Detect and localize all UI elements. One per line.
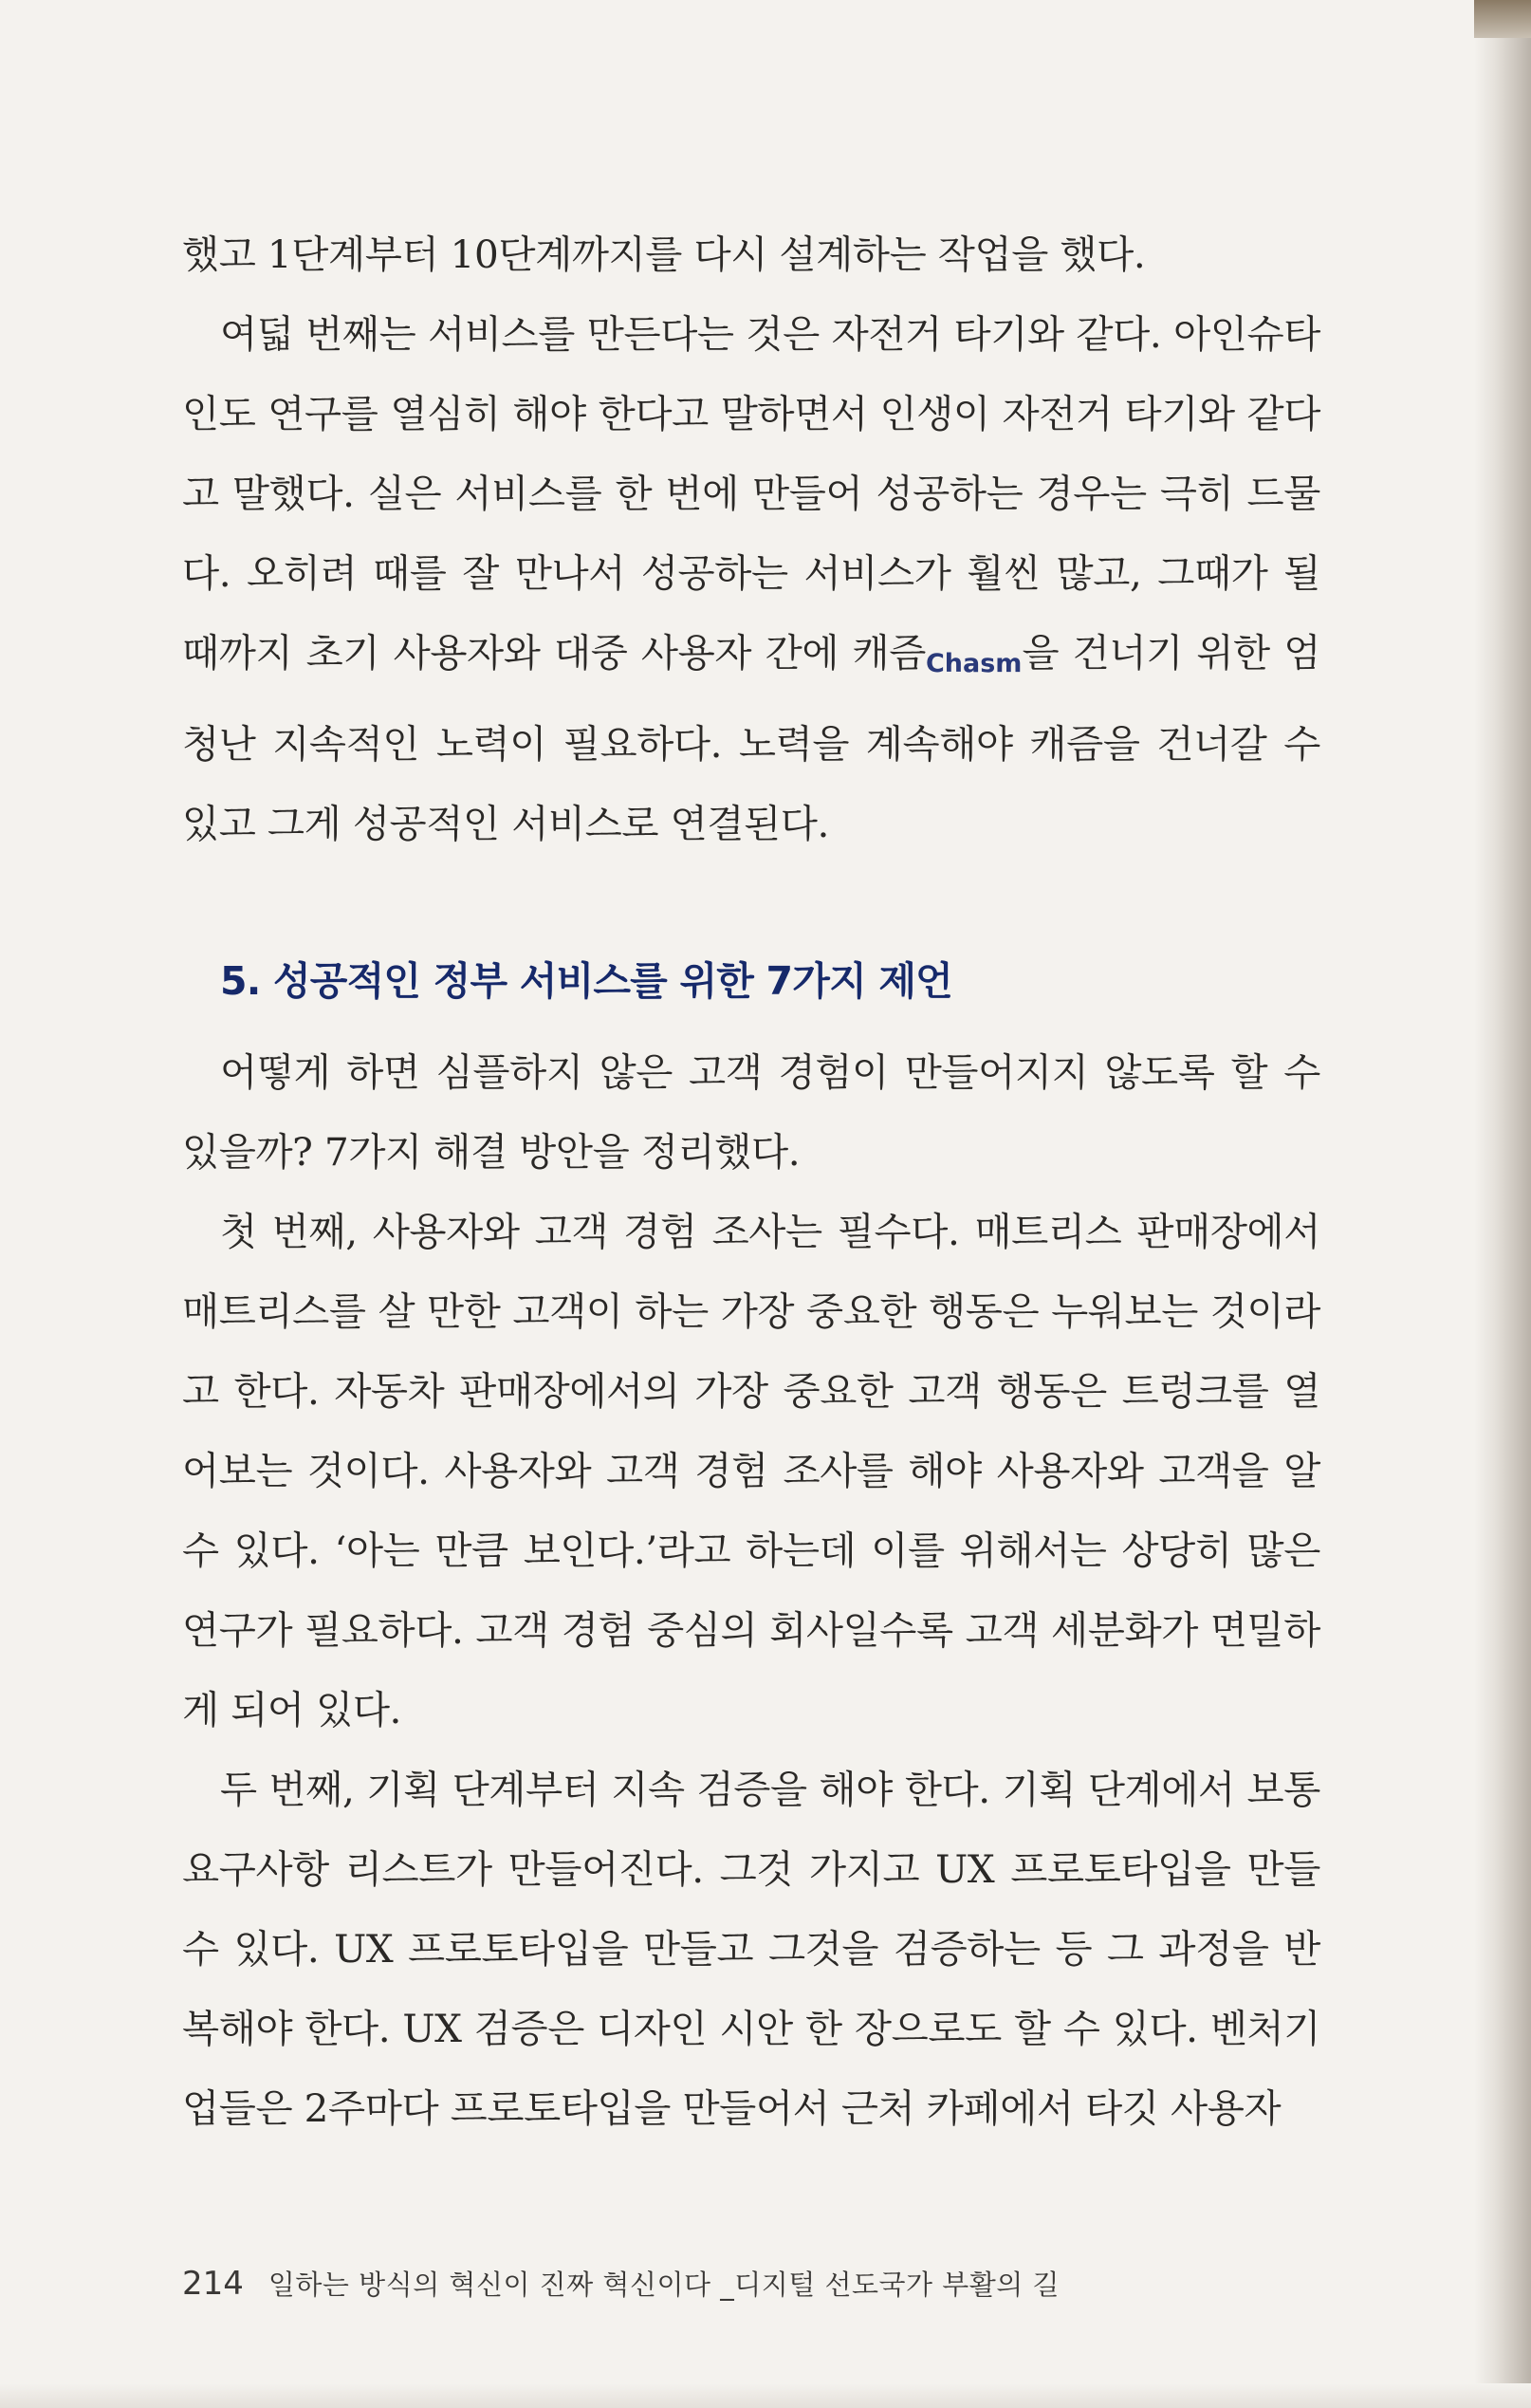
paragraph-continuation: 했고 1단계부터 10단계까지를 다시 설계하는 작업을 했다. [182,232,1146,277]
top-paragraphs [182,214,1320,863]
page-footer [182,2264,1060,2303]
paragraph-text-after-term: 을 건너기 위한 엄청난 지속적인 노력이 필요하다. 노력을 계속해야 캐즘을 건너갈 수 있고 그게 성공적인 서비스로 연결된다. [182,630,1320,846]
paragraph-eighth-point [182,294,1320,863]
paragraph-intro: 어떻게 하면 심플하지 않은 고객 경험이 만들어지지 않도록 할 수 있을까? 7가지 해결 방안을 정리했다. [182,1049,1320,1175]
page-number: 214 [182,2265,244,2303]
page-bottom-shadow [0,2383,1531,2408]
paragraph-second-point: 두 번째, 기획 단계부터 지속 검증을 해야 한다. 기획 단계에서 보통 요구사항 리스트가 만들어진다. 그것 가지고 UX 프로토타입을 만들 수 있다. UX 프로토타입을 만들고 그것을 검증하는 등 그 과정을 반복해야 한다. UX 검증은 디자인 시안 한 장으로도 할 수 있다. 벤처기업들은 2주마다 프로토타입을 만들어서 근처 카페에서 타깃 사용자 [182,1767,1320,2131]
running-book-title: 일하는 방식의 혁신이 진짜 혁신이다 _디지털 선도국가 부활의 길 [267,2269,1061,2301]
page-edge-shadow [1474,0,1531,2408]
paragraph-text-before-term: 여덟 번째는 서비스를 만든다는 것은 자전거 타기와 같다. 아인슈타인도 연구를 열심히 해야 한다고 말하면서 인생이 자전거 타기와 같다고 말했다. 실은 서비스를 한 번에 만들어 성공하는 경우는 극히 드물다. 오히려 때를 잘 만나서 성공하는 서비스가 훨씬 많고, 그때가 될 때까지 초기 사용자와 대중 사용자 간에 캐즘 [182,311,1320,676]
paragraph-first-point: 첫 번째, 사용자와 고객 경험 조사는 필수다. 매트리스 판매장에서 매트리스를 살 만한 고객이 하는 가장 중요한 행동은 누워보는 것이라고 한다. 자동차 판매장에서의 가장 중요한 고객 행동은 트렁크를 열어보는 것이다. 사용자와 고객 경험 조사를 해야 사용자와 고객을 알 수 있다. ‘아는 만큼 보인다.’라고 하는데 이를 위해서는 상당히 많은 연구가 필요하다. 고객 경험 중심의 회사일수록 고객 세분화가 면밀하게 되어 있다. [182,1209,1320,1732]
page-content [182,214,1320,2148]
section-heading: 5. 성공적인 정부 서비스를 위한 7가지 제언 [220,958,952,1004]
chasm-term: Chasm [925,649,1023,678]
bottom-paragraphs [182,1032,1320,2148]
page-corner [1474,0,1531,38]
